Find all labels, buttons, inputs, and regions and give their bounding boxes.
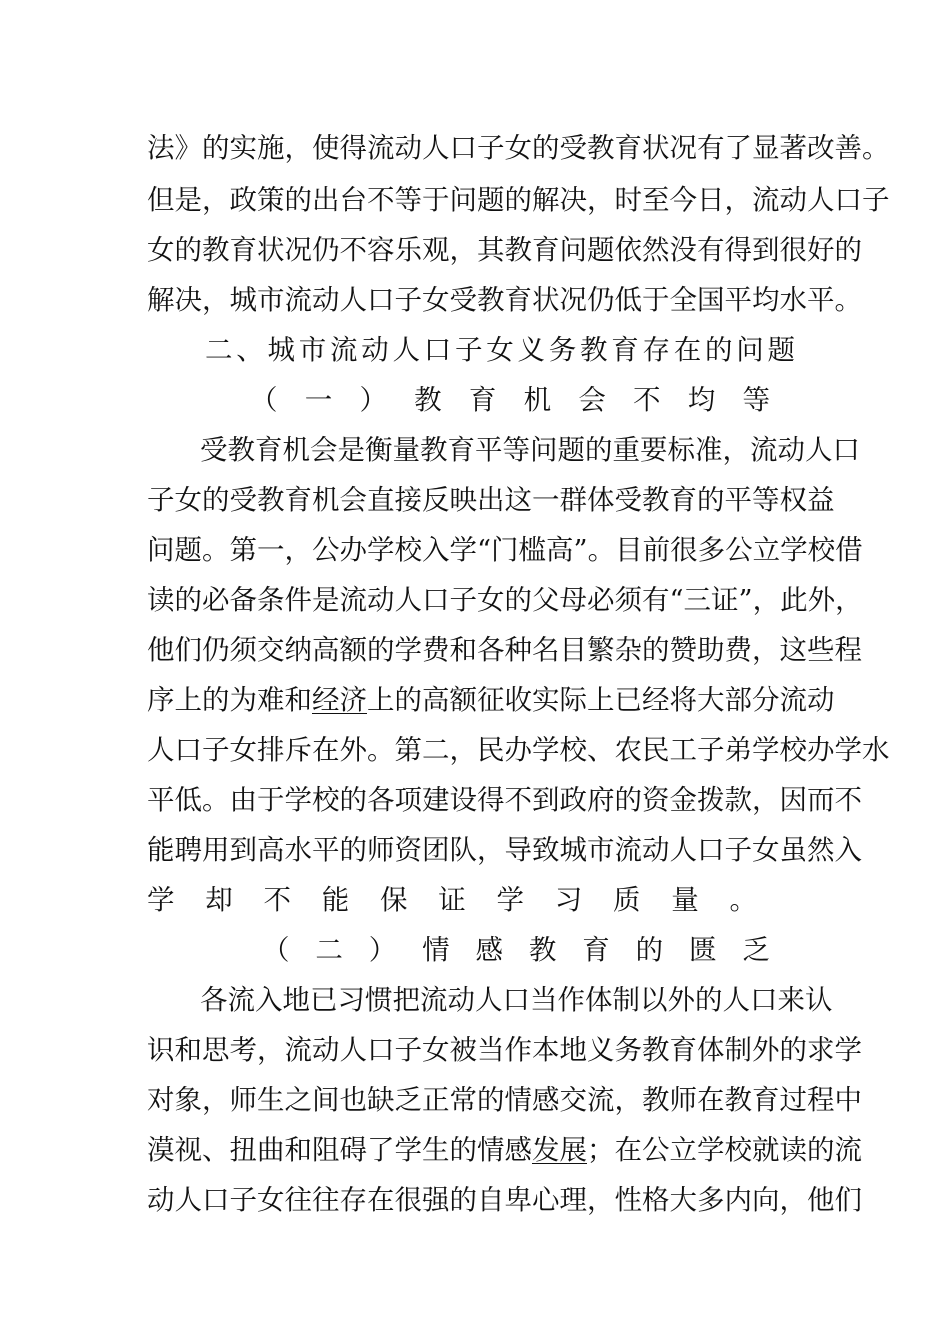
char: 。 (729, 884, 757, 916)
text-line: 平低。由于学校的各项建设得不到政府的资金拨款，因而不 (147, 784, 862, 816)
char: 二 (205, 334, 233, 366)
char: 动 (361, 334, 389, 366)
char: 务 (548, 334, 577, 366)
char: 却 (205, 884, 233, 916)
char: 育 (468, 384, 497, 416)
char: 一 (304, 384, 333, 416)
char: ） (359, 384, 387, 416)
text-line: 解决，城市流动人口子女受教育状况仍低于全国平均水平。 (147, 284, 862, 316)
char: 保 (380, 884, 408, 916)
text-line: 他们仍须交纳高额的学费和各种名目繁杂的赞助费，这些程 (147, 634, 862, 666)
text-line: 人口子女排斥在外。第二，民办学校、农民工子弟学校办学水 (147, 734, 890, 766)
text-line: 识和思考，流动人口子女被当作本地义务教育体制外的求学 (147, 1034, 862, 1066)
text-line: 动人口子女往往存在很强的自卑心理，性格大多内向，他们 (147, 1184, 862, 1216)
char: 教 (528, 934, 557, 966)
char: 流 (330, 334, 358, 366)
char: 均 (687, 384, 716, 416)
char: 匮 (689, 934, 717, 966)
char: 情 (422, 934, 450, 966)
char: 习 (554, 884, 583, 916)
text-line (147, 874, 757, 926)
char: 量 (671, 884, 699, 916)
char: 口 (423, 334, 452, 366)
char: 教 (580, 334, 608, 366)
char: 题 (767, 334, 795, 366)
char: 问 (736, 334, 764, 366)
char: 质 (613, 884, 641, 916)
text-line: 能聘用到高水平的师资团队，导致城市流动人口子女虽然入 (147, 834, 862, 866)
text-line: 问题。第一，公办学校入学“门槛高”。目前很多公立学校借 (147, 534, 863, 566)
char: 不 (263, 884, 291, 916)
char: 的 (705, 334, 733, 366)
paragraph-first-line: 受教育机会是衡量教育平等问题的重要标准，流动人口 (200, 434, 860, 466)
link-economy[interactable]: 经济 (312, 684, 367, 716)
subsection-heading (262, 924, 770, 976)
subsection-heading (250, 374, 770, 426)
char: 等 (742, 384, 770, 416)
text-line: 漠视、扭曲和阻碍了学生的情感发展；在公立学校就读的流 (147, 1134, 862, 1166)
char: （ (250, 384, 278, 416)
char: 存 (642, 334, 670, 366)
char: 的 (635, 934, 664, 966)
text-line: 对象，师生之间也缺乏正常的情感交流，教师在教育过程中 (147, 1084, 862, 1116)
char: 学 (496, 884, 524, 916)
char: 教 (414, 384, 442, 416)
char: 会 (578, 384, 606, 416)
char: 城 (267, 334, 295, 366)
char: 女 (486, 334, 514, 366)
paragraph-first-line: 各流入地已习惯把流动人口当作体制以外的人口来认 (200, 984, 833, 1016)
text-line: 法》的实施，使得流动人口子女的受教育状况有了显著改善。 (147, 132, 890, 164)
section-heading (205, 324, 795, 376)
text-line: 子女的受教育机会直接反映出这一群体受教育的平等权益 (147, 484, 835, 516)
link-development[interactable]: 发展 (532, 1134, 587, 1166)
char: 育 (611, 334, 639, 366)
char: ） (368, 934, 397, 966)
char: 子 (455, 334, 483, 366)
char: 人 (392, 334, 420, 366)
char: 、 (236, 334, 264, 366)
char: 在 (673, 334, 702, 366)
text-line: 序上的为难和经济上的高额征收实际上已经将大部分流动 (147, 684, 835, 716)
char: 义 (517, 334, 545, 366)
text-line: 女的教育状况仍不容乐观，其教育问题依然没有得到很好的 (147, 234, 862, 266)
text-line: 但是，政策的出台不等于问题的解决，时至今日，流动人口子 (147, 184, 890, 216)
char: 不 (633, 384, 661, 416)
char: 学 (147, 884, 175, 916)
char: 二 (315, 934, 343, 966)
char: 机 (523, 384, 552, 416)
char: 乏 (742, 934, 770, 966)
char: 证 (438, 884, 466, 916)
text-line: 读的必备条件是流动人口子女的父母必须有“三证”，此外， (147, 584, 863, 616)
char: 育 (582, 934, 610, 966)
char: 市 (298, 334, 327, 366)
char: 感 (475, 934, 503, 966)
char: 能 (321, 884, 350, 916)
char: （ (262, 934, 290, 966)
